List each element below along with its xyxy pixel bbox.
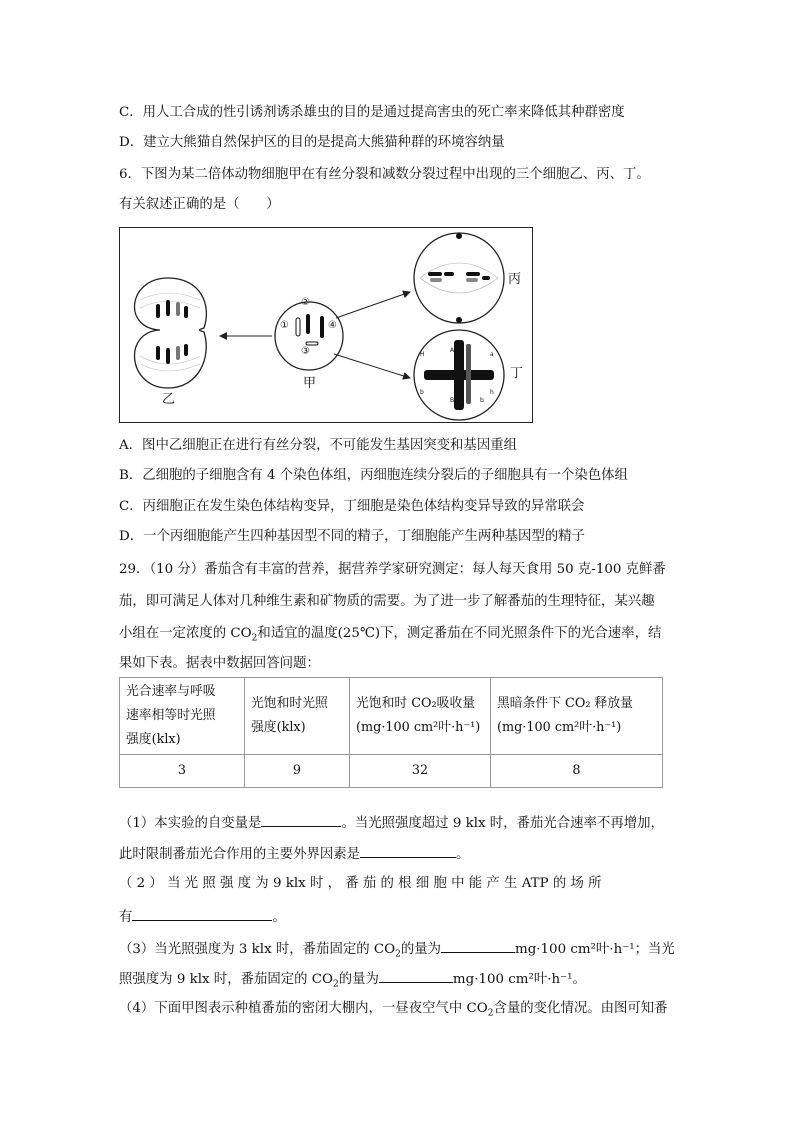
q29-intro-line2: 茄，即可满足人体对几种维生素和矿物质的需要。为了进一步了解番茄的生理特征，某兴趣: [119, 594, 655, 609]
label-ding: 丁: [510, 366, 524, 381]
option-c-prev: C．用人工合成的性引诱剂诱杀雄虫的目的是通过提高害虫的死亡率来降低其种群密度: [119, 105, 625, 120]
label-jia: 甲: [303, 376, 317, 391]
svg-text:B: B: [450, 397, 455, 404]
table-cell: 3: [120, 755, 245, 788]
table-cell: 8: [491, 755, 663, 788]
label-yi: 乙: [162, 392, 176, 407]
q6-option-c: C．丙细胞正在发生染色体结构变异，丁细胞是染色体结构变异导致的异常联会: [119, 499, 585, 514]
q29-sub1-line2: 此时限制番茄光合作用的主要外界因素是 。: [119, 843, 469, 864]
cell-ding: [414, 330, 504, 420]
chromosome-number: ④: [328, 320, 337, 331]
photosynthesis-table: [119, 677, 663, 788]
svg-text:H: H: [420, 351, 425, 358]
q6-option-b: B．乙细胞的子细胞含有 4 个染色体组，丙细胞连续分裂后的子细胞具有一个染色体组: [119, 468, 628, 483]
svg-text:b: b: [420, 389, 424, 396]
table-header: 光合速率与呼吸 速率相等时光照 强度(klx): [120, 678, 245, 755]
svg-text:A: A: [450, 347, 455, 354]
answer-blank[interactable]: [132, 906, 272, 921]
q29-intro-line3: 小组在一定浓度的 $CO_2$和适宜的温度(25℃)下，测定番茄在不同光照条件下的光合速率，结: [119, 626, 662, 644]
q29-sub2-line2: 有 。: [119, 906, 286, 927]
table-header: 黑暗条件下 CO₂ 释放量 (mg·100 cm²叶·h⁻¹): [491, 678, 663, 755]
q6-stem-line1: 6．下图为某二倍体动物细胞甲在有丝分裂和减数分裂过程中出现的三个细胞乙、丙、丁。: [119, 167, 650, 182]
table-cell: 32: [350, 755, 491, 788]
cell-yi: [135, 278, 207, 388]
q29-sub1-line1: （1）本实验的自变量是 。当光照强度超过 9 klx 时，番茄光合速率不再增加，: [119, 812, 664, 833]
chromosome-number: ①: [280, 320, 289, 331]
q6-stem-line2: 有关叙述正确的是（ ）: [119, 197, 280, 212]
q29-sub3-line1: （3）当光照强度为 3 klx 时，番茄固定的 $CO_2$的量为 mg·100 cm²叶·h⁻¹；当光: [119, 938, 675, 959]
cell-jia: [275, 302, 343, 370]
q6-option-a: A．图中乙细胞正在进行有丝分裂，不可能发生基因突变和基因重组: [119, 438, 517, 453]
q29-sub3-line2: 照强度为 9 klx 时，番茄固定的 $CO_2$的量为 mg·100 cm²叶·h⁻¹。: [119, 968, 586, 989]
answer-blank[interactable]: [379, 968, 453, 983]
svg-text:a: a: [490, 351, 494, 358]
q29-sub2-line1: （ 2 ） 当 光 照 强 度 为 9 klx 时 ， 番 茄 的 根 细 胞 中 能 产 生 ATP 的 场 所: [119, 876, 602, 891]
table-row: [120, 755, 663, 788]
answer-blank[interactable]: [360, 843, 456, 858]
cell-bing: [414, 233, 504, 323]
q6-option-d: D．一个丙细胞能产生四种基因型不同的精子，丁细胞能产生两种基因型的精子: [119, 529, 586, 544]
svg-text:h: h: [490, 389, 494, 396]
answer-blank[interactable]: [261, 812, 341, 827]
table-header: 光饱和时 CO₂吸收量 (mg·100 cm²叶·h⁻¹): [350, 678, 491, 755]
cell-division-diagram: [120, 228, 532, 422]
q29-intro-line4: 果如下表。据表中数据回答问题：: [119, 656, 320, 671]
q29-intro-line1: 29．（10 分）番茄含有丰富的营养，据营养学家研究测定：每人每天食用 50 克-100 克鲜番: [119, 562, 666, 577]
label-bing: 丙: [508, 272, 522, 287]
cell-division-figure: [119, 227, 533, 423]
option-d-prev: D．建立大熊猫自然保护区的目的是提高大熊猫种群的环境容纳量: [119, 135, 505, 150]
table-header-row: [120, 678, 663, 755]
chromosome-number: ②: [301, 297, 310, 308]
svg-text:b: b: [480, 397, 484, 404]
answer-blank[interactable]: [441, 938, 515, 953]
table-header: 光饱和时光照 强度(klx): [245, 678, 350, 755]
q29-sub4-line1: （4）下面甲图表示种植番茄的密闭大棚内，一昼夜空气中 $CO_2$含量的变化情况。由图可知番: [119, 1001, 668, 1019]
table-cell: 9: [245, 755, 350, 788]
chromosome-number: ③: [301, 346, 310, 357]
